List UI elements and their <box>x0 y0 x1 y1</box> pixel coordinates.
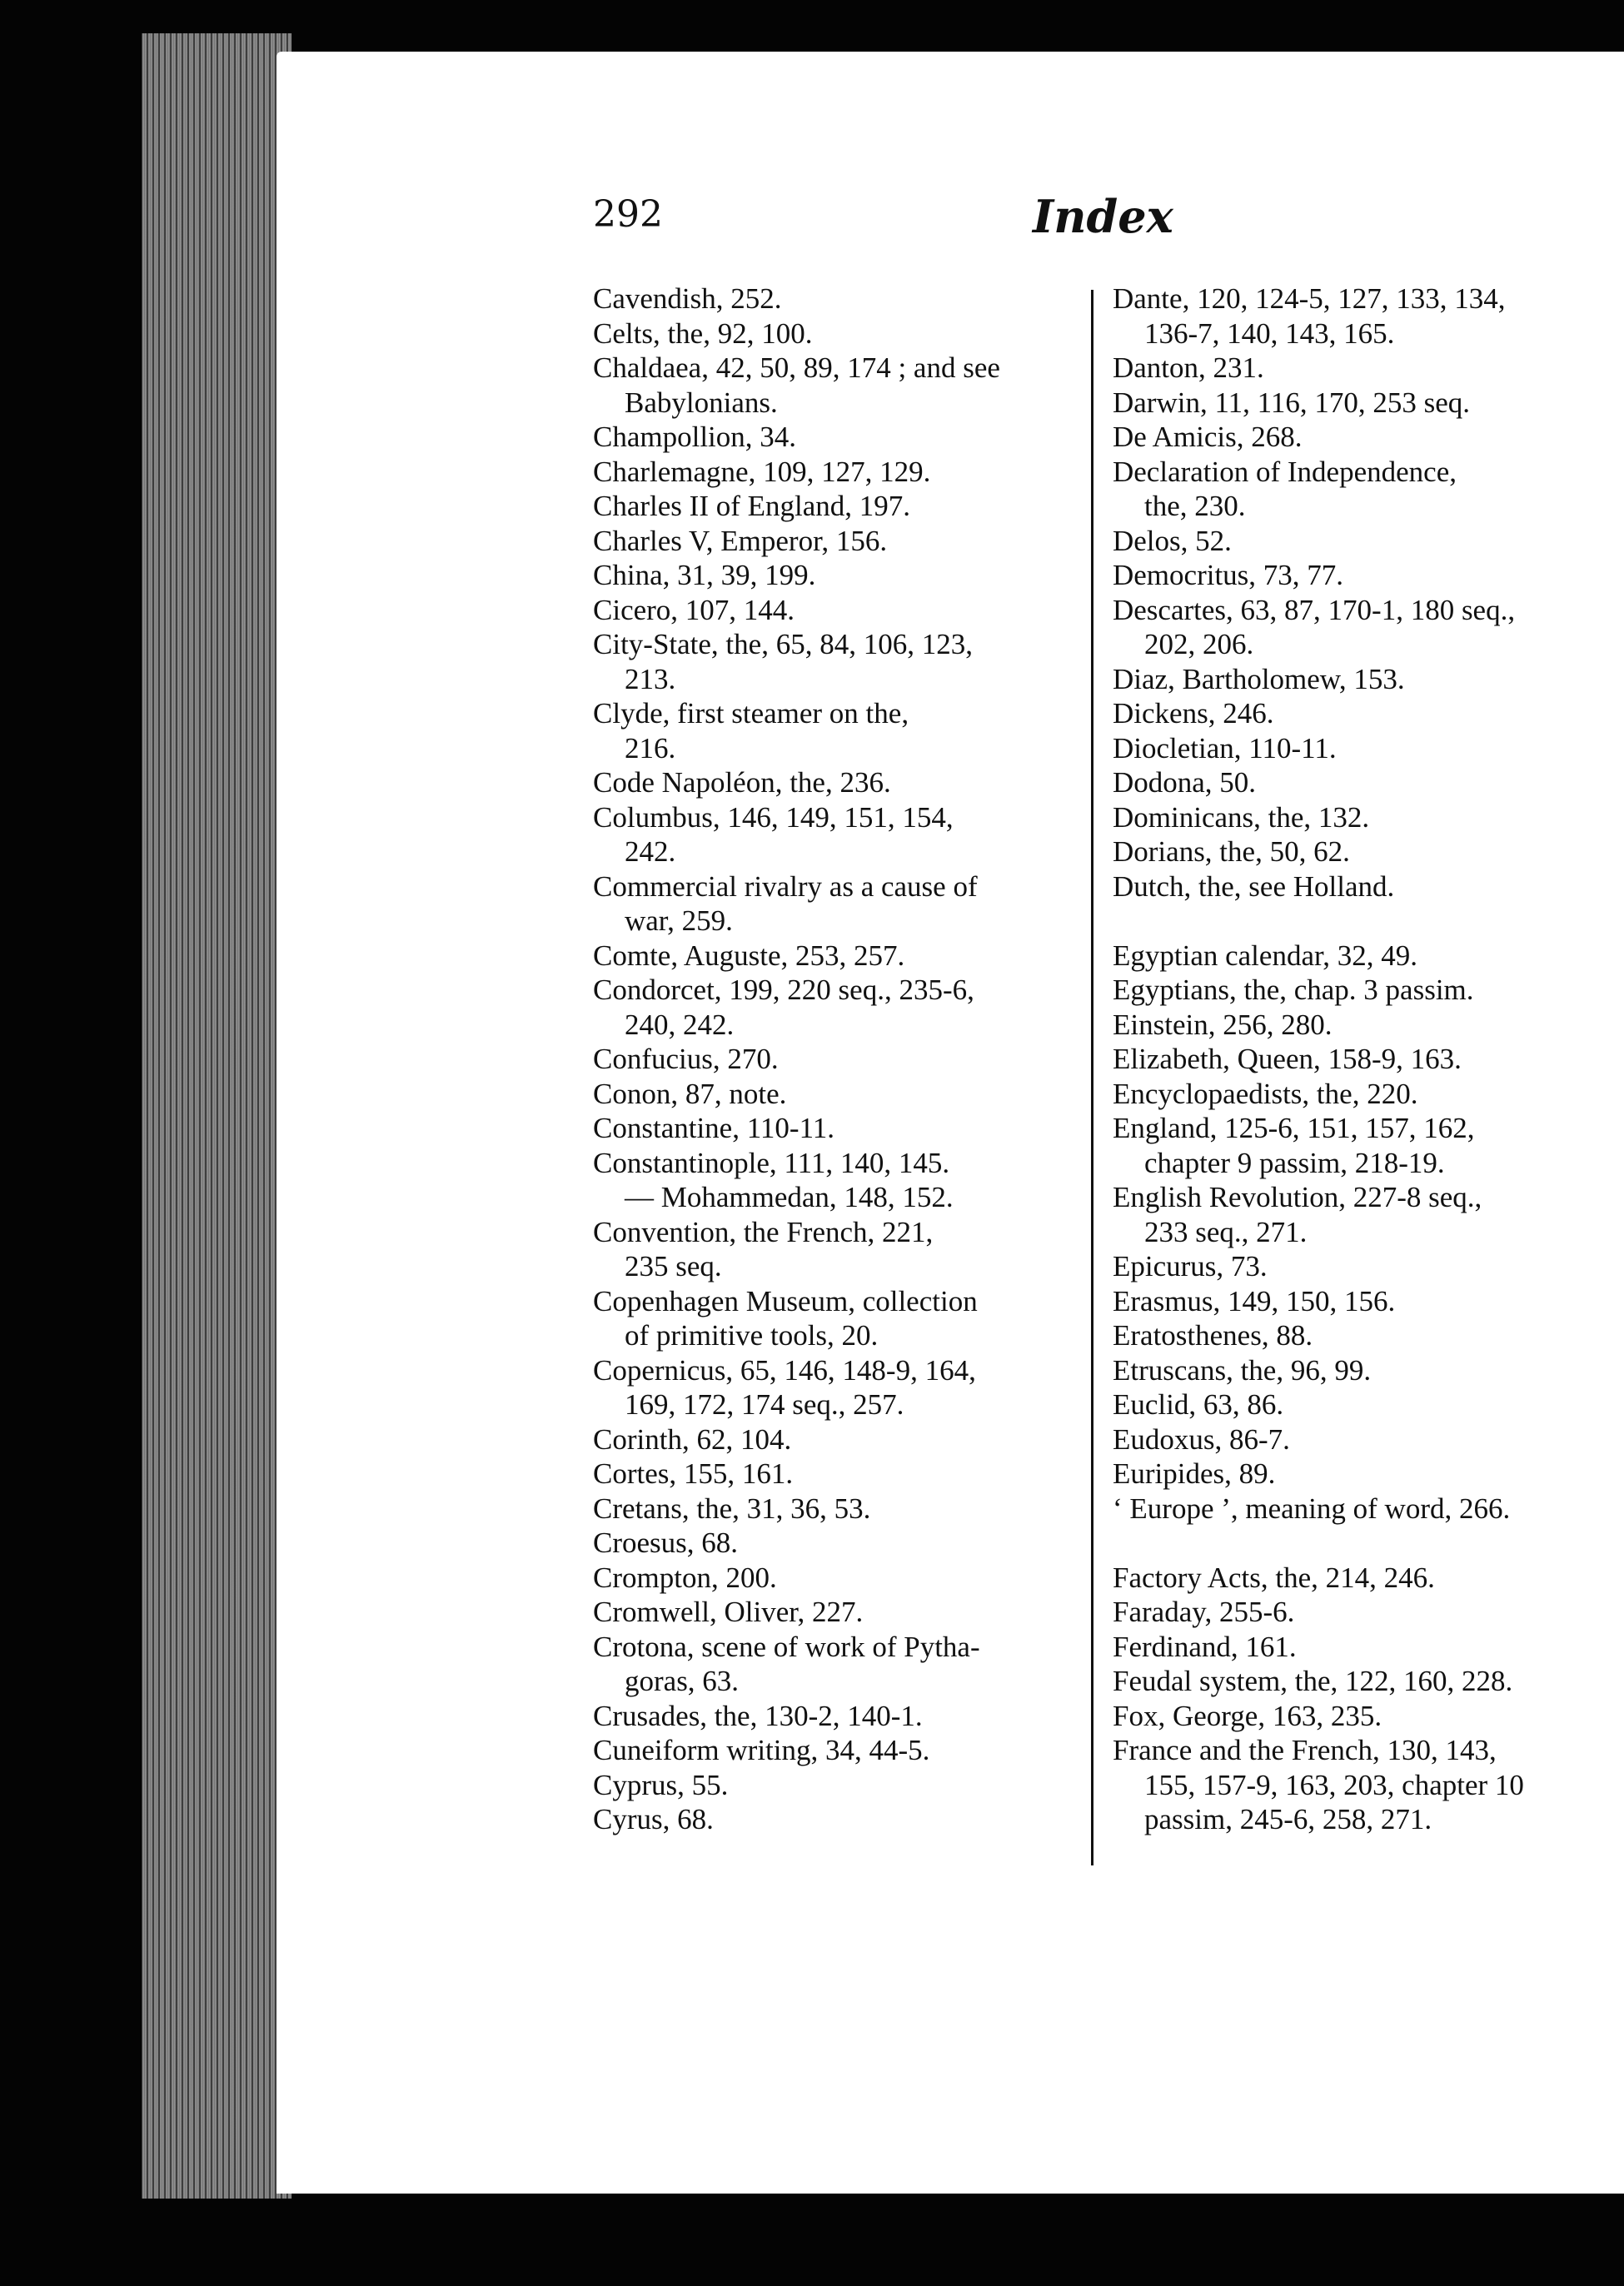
index-entry-line: De Amicis, 268. <box>1113 421 1303 453</box>
index-entry-line: Cicero, 107, 144. <box>593 593 795 626</box>
index-entry-line: Epicurus, 73. <box>1113 1250 1268 1282</box>
index-entry <box>1113 1180 1596 1249</box>
index-entry <box>1113 696 1596 731</box>
index-entry <box>1113 731 1596 766</box>
index-entry-line: English Revolution, 227-8 seq., <box>1113 1181 1482 1213</box>
index-entry <box>1113 973 1596 1008</box>
index-entry <box>1113 524 1596 559</box>
index-entry <box>593 1595 1076 1630</box>
index-entry <box>593 281 1076 316</box>
index-entry <box>593 1111 1076 1146</box>
index-entry <box>1113 765 1596 800</box>
index-entry-line: Euripides, 89. <box>1113 1457 1276 1490</box>
index-entry-line: Cromwell, Oliver, 227. <box>593 1596 864 1628</box>
index-entry <box>593 1802 1076 1837</box>
index-entry <box>1113 455 1596 524</box>
index-entry-line: 202, 206. <box>1144 628 1254 660</box>
index-entry <box>593 1561 1076 1596</box>
index-entry-line: 233 seq., 271. <box>1144 1215 1308 1248</box>
index-entry-line: Elizabeth, Queen, 158-9, 163. <box>1113 1043 1462 1075</box>
index-entry-line: 213. <box>625 662 676 695</box>
index-entry <box>1113 1561 1596 1596</box>
index-entry-line: Corinth, 62, 104. <box>593 1422 792 1456</box>
index-entry-line: City-State, the, 65, 84, 106, 123, <box>593 628 973 660</box>
index-entry-line: goras, 63. <box>625 1665 740 1697</box>
index-entry-line: 136-7, 140, 143, 165. <box>1144 316 1395 350</box>
index-entry-line: Cyrus, 68. <box>593 1803 714 1835</box>
index-entry-line: Dominicans, the, 132. <box>1113 800 1370 834</box>
index-entry-line: Cavendish, 252. <box>593 282 782 315</box>
index-entry-line: Cuneiform writing, 34, 44-5. <box>593 1734 930 1766</box>
index-entry-line: Columbus, 146, 149, 151, 154, <box>593 800 954 834</box>
index-entry <box>593 1077 1076 1112</box>
index-section-gap <box>1113 1526 1596 1561</box>
index-entry-line: Egyptians, the, chap. 3 passim. <box>1113 974 1474 1006</box>
index-entry-line: war, 259. <box>625 904 733 937</box>
index-entry-line: Descartes, 63, 87, 170-1, 180 seq., <box>1113 593 1516 626</box>
index-entry <box>593 1422 1076 1457</box>
index-entry <box>593 1768 1076 1803</box>
index-entry-line: Babylonians. <box>625 386 778 419</box>
index-entry <box>593 1215 1076 1284</box>
index-entry-line: 169, 172, 174 seq., 257. <box>625 1388 904 1421</box>
index-entry <box>593 1353 1076 1422</box>
index-entry <box>1113 869 1596 904</box>
index-entry-line: 216. <box>625 731 676 764</box>
index-entry <box>593 316 1076 351</box>
index-entry <box>593 1630 1076 1699</box>
index-entry-line: Dodona, 50. <box>1113 766 1257 799</box>
index-entry-line: 242. <box>625 835 676 868</box>
index-entry <box>1113 386 1596 421</box>
index-entry-line: passim, 245-6, 258, 271. <box>1144 1803 1432 1835</box>
index-entry-line: Democritus, 73, 77. <box>1113 559 1344 591</box>
index-entry-line: ‘ Europe ’, meaning of word, 266. <box>1113 1492 1511 1525</box>
index-entry-line: Encyclopaedists, the, 220. <box>1113 1077 1418 1110</box>
index-entry-line: — Mohammedan, 148, 152. <box>625 1181 954 1213</box>
index-entry <box>1113 351 1596 386</box>
index-entry-line: Crotona, scene of work of Pytha- <box>593 1630 980 1663</box>
index-entry <box>1113 1457 1596 1492</box>
index-entry-line: of primitive tools, 20. <box>625 1319 879 1352</box>
index-entry-line: 240, 242. <box>625 1008 735 1041</box>
index-entry-line: 235 seq. <box>625 1250 722 1282</box>
index-entry <box>593 1492 1076 1526</box>
index-entry-line: Conon, 87, note. <box>593 1077 787 1110</box>
index-entry <box>593 800 1076 869</box>
index-entry <box>593 351 1076 420</box>
index-entry-line: Darwin, 11, 116, 170, 253 seq. <box>1113 386 1471 419</box>
index-entry-line: Erasmus, 149, 150, 156. <box>1113 1284 1396 1317</box>
index-entry-line: France and the French, 130, 143, <box>1113 1734 1497 1766</box>
index-entry <box>593 627 1076 696</box>
index-entry <box>593 1526 1076 1561</box>
index-entry-line: Constantinople, 111, 140, 145. <box>593 1146 950 1179</box>
index-entry-line: Cretans, the, 31, 36, 53. <box>593 1492 871 1525</box>
index-entry <box>1113 420 1596 455</box>
index-entry-line: chapter 9 passim, 218-19. <box>1144 1146 1445 1179</box>
index-entry <box>593 1699 1076 1734</box>
index-entry-line: Eratosthenes, 88. <box>1113 1319 1313 1352</box>
index-entry-line: Celts, the, 92, 100. <box>593 316 813 350</box>
index-entry-line: 155, 157-9, 163, 203, chapter 10 <box>1144 1768 1524 1801</box>
index-entry-line: Declaration of Independence, <box>1113 455 1457 488</box>
index-entry-line: Cyprus, 55. <box>593 1768 729 1801</box>
index-entry <box>1113 593 1596 662</box>
index-entry <box>1113 281 1596 351</box>
index-entry <box>593 696 1076 765</box>
index-entry <box>593 1284 1076 1353</box>
index-entry-line: Constantine, 110-11. <box>593 1112 835 1144</box>
index-entry <box>593 1180 1076 1215</box>
index-entry-line: Dante, 120, 124-5, 127, 133, 134, <box>1113 282 1506 315</box>
index-entry <box>593 1146 1076 1181</box>
index-entry <box>1113 1664 1596 1699</box>
index-entry <box>1113 1630 1596 1665</box>
index-entry-line: Charles V, Emperor, 156. <box>593 524 888 557</box>
index-entry-line: Diocletian, 110-11. <box>1113 731 1337 764</box>
index-entry-line: Copernicus, 65, 146, 148-9, 164, <box>593 1353 976 1387</box>
index-entry-line: Fox, George, 163, 235. <box>1113 1699 1382 1732</box>
index-entry-line: Delos, 52. <box>1113 524 1232 557</box>
index-entry-line: Clyde, first steamer on the, <box>593 697 909 730</box>
index-entry <box>593 1042 1076 1077</box>
index-entry-line: Convention, the French, 221, <box>593 1215 934 1248</box>
column-divider <box>1091 290 1093 1865</box>
index-entry <box>593 973 1076 1042</box>
index-entry <box>593 765 1076 800</box>
index-entry <box>1113 1008 1596 1043</box>
index-entry <box>593 558 1076 593</box>
index-entry <box>593 420 1076 455</box>
page-number: 292 <box>593 193 663 236</box>
index-entry-line: Condorcet, 199, 220 seq., 235-6, <box>593 974 974 1006</box>
index-entry-line: Copenhagen Museum, collection <box>593 1284 978 1317</box>
index-entry <box>1113 1699 1596 1734</box>
index-entry-line: Commercial rivalry as a cause of <box>593 869 978 903</box>
index-entry-line: Faraday, 255-6. <box>1113 1596 1295 1628</box>
index-entry-line: Euclid, 63, 86. <box>1113 1388 1284 1421</box>
index-entry-line: Ferdinand, 161. <box>1113 1630 1297 1663</box>
index-entry <box>1113 1249 1596 1284</box>
index-entry-line: the, 230. <box>1144 490 1246 522</box>
index-section-gap <box>1113 904 1596 939</box>
index-entry-line: Comte, Auguste, 253, 257. <box>593 939 905 972</box>
index-entry <box>1113 1387 1596 1422</box>
index-entry-line: Chaldaea, 42, 50, 89, 174 ; and see <box>593 351 1000 384</box>
index-entry <box>593 455 1076 490</box>
index-entry <box>593 593 1076 628</box>
index-entry <box>1113 1492 1596 1526</box>
index-entry-line: Egyptian calendar, 32, 49. <box>1113 939 1417 972</box>
index-entry-line: Cortes, 155, 161. <box>593 1457 794 1490</box>
index-entry-line: Factory Acts, the, 214, 246. <box>1113 1561 1435 1594</box>
index-entry <box>1113 1353 1596 1388</box>
index-entry-line: Croesus, 68. <box>593 1526 739 1559</box>
index-entry <box>593 1457 1076 1492</box>
index-entry-line: Diaz, Bartholomew, 153. <box>1113 662 1405 695</box>
index-entry-line: Charlemagne, 109, 127, 129. <box>593 455 931 488</box>
index-entry <box>1113 1077 1596 1112</box>
book-page-edges <box>142 33 291 2199</box>
index-entry <box>1113 558 1596 593</box>
page-header <box>593 190 1343 256</box>
index-column-right <box>1113 281 1596 1837</box>
index-entry <box>1113 662 1596 697</box>
index-entry <box>1113 1284 1596 1319</box>
index-entry-line: Crompton, 200. <box>593 1561 777 1594</box>
index-entry <box>593 524 1076 559</box>
index-entry <box>593 869 1076 939</box>
index-entry <box>1113 834 1596 869</box>
index-entry-line: Dutch, the, see Holland. <box>1113 869 1395 903</box>
index-entry-line: Charles II of England, 197. <box>593 490 911 522</box>
index-entry-line: Champollion, 34. <box>593 421 797 453</box>
index-entry <box>593 489 1076 524</box>
index-entry <box>1113 1111 1596 1180</box>
index-entry-line: Eudoxus, 86-7. <box>1113 1422 1290 1456</box>
index-entry-line: Dickens, 246. <box>1113 697 1274 730</box>
index-entry <box>1113 1042 1596 1077</box>
index-entry-line: Etruscans, the, 96, 99. <box>1113 1353 1372 1387</box>
index-entry <box>593 939 1076 974</box>
index-entry-line: Dorians, the, 50, 62. <box>1113 835 1350 868</box>
index-entry <box>593 1733 1076 1768</box>
index-entry <box>1113 800 1596 835</box>
index-entry <box>1113 939 1596 974</box>
index-column-left <box>593 281 1076 1837</box>
index-entry-line: England, 125-6, 151, 157, 162, <box>1113 1112 1475 1144</box>
index-entry-line: Danton, 231. <box>1113 351 1264 384</box>
index-entry <box>1113 1733 1596 1837</box>
index-entry-line: Einstein, 256, 280. <box>1113 1008 1333 1041</box>
index-entry-line: China, 31, 39, 199. <box>593 559 816 591</box>
index-entry-line: Crusades, the, 130-2, 140-1. <box>593 1699 923 1732</box>
index-entry <box>1113 1318 1596 1353</box>
index-entry <box>1113 1595 1596 1630</box>
index-entry <box>1113 1422 1596 1457</box>
running-title: Index <box>1033 190 1173 243</box>
index-entry-line: Code Napoléon, the, 236. <box>593 766 891 799</box>
index-entry-line: Feudal system, the, 122, 160, 228. <box>1113 1665 1513 1697</box>
index-entry-line: Confucius, 270. <box>593 1043 779 1075</box>
